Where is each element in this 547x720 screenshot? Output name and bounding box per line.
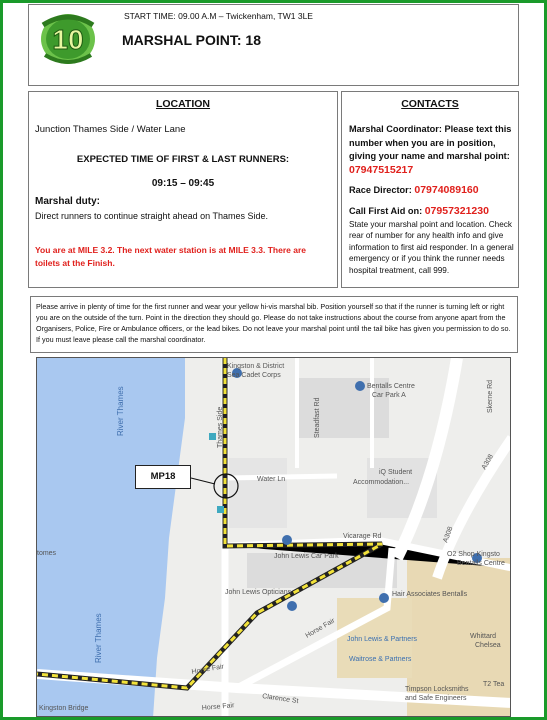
marshal-duty-text: Direct runners to continue straight ahead on Thames Side. [35,211,268,221]
jl-opticians-label: John Lewis Opticians [225,589,292,596]
river-thames-label: River Thames [116,386,125,436]
expected-times: 09:15 – 09:45 [151,178,215,189]
shop-icon [287,601,297,611]
river-thames-label-2: River Thames [94,613,103,663]
coordinator-phone[interactable]: 07947515217 [349,163,414,176]
bentalls-label-2: Car Park A [372,392,406,399]
coordinator-contact [349,123,515,177]
parking-icon [282,535,292,545]
director-contact [349,184,515,198]
transit-icon [209,433,216,440]
first-aid-contact [349,205,515,276]
steadfast-road-label: Steadfast Rd [314,397,321,438]
a308-label: A308 [480,453,495,471]
start-time: START TIME: 09.00 A.M – Twickenham, TW1 3LE [124,11,313,21]
water-lane-label: Water Ln [257,476,286,483]
instructions-box: Please arrive in plenty of time for the first runner and wear your yellow hi-vis marshal bib. Position yourself so that if the runner is turning left or right you are on the outside of the turn. Point in the direction they should go. Please do not take instructions about the course from anyone apart from the Organisers, Police, Fire or Ambulance officers, or the lead bikes. Do not leave your marshal point until the tail bike has given you permission to do so. If you must leave please call the marshal coordinator. [30,296,518,353]
marshal-point-marker-label: MP18 [135,465,191,489]
sea-cadet-label-2: Sea Cadet Corps [227,372,281,379]
location-box [28,91,338,288]
sea-cadet-label: Kingston & District [227,363,285,370]
marshal-point-title: MARSHAL POINT: 18 [122,32,261,48]
transit-icon [217,506,224,513]
horse-fair-label-2: Horse Fair [191,663,225,676]
header-box [28,4,519,86]
horse-fair-label: Horse Fair [304,617,337,640]
hair-associates-label: Hair Associates Bentalls [392,591,468,598]
timpson-label: Timpson Locksmiths [405,686,469,693]
o2-label-2: Bentalls Centre [457,560,505,567]
marshal-duty-heading: Marshal duty: [35,196,101,207]
expected-times-heading: EXPECTED TIME OF FIRST & LAST RUNNERS: [76,154,290,165]
contacts-box [341,91,519,288]
director-label: Race Director: [349,185,415,195]
first-aid-text: State your marshal point and location. Check rear of number for any health info and give information to first aid responder. In a general emergency or if you think the runner needs hospital treatment, call 999. [349,219,514,275]
horse-fair-label-3: Horse Fair [201,702,235,712]
timpson-label-2: and Safe Engineers [405,695,467,702]
whittard-label-2: Chelsea [475,642,501,649]
bentalls-label: Bentalls Centre [367,383,415,390]
a308-label-2: A308 [442,525,455,544]
mile-info: You are at MILE 3.2. The next water station is at MILE 3.3. There are toilets at the Finish. [35,245,306,268]
t2-label: T2 Tea [483,681,505,688]
jl-partners-label: John Lewis & Partners [347,636,418,643]
tomes-label: tomes [37,550,57,557]
first-aid-label: Call First Aid on: [349,206,425,216]
iq-label: iQ Student [379,469,413,476]
coordinator-text: Marshal Coordinator: Please text this number when you are in position, giving your name and marshal point: [349,124,512,161]
whittard-label: Whittard [470,633,497,640]
clarence-street-label: Clarence St [261,693,299,706]
map-canvas [37,358,511,717]
o2-label: O2 Shop Kingsto [447,551,500,558]
location-address: Junction Thames Side / Water Lane [35,124,186,135]
waitrose-label: Waitrose & Partners [349,656,412,663]
thames-side-label: Thames Side [217,406,224,448]
shop-icon [355,381,365,391]
kingston-bridge-label: Kingston Bridge [39,705,89,712]
shop-icon [379,593,389,603]
vicarage-road-label: Vicarage Rd [343,533,382,540]
event-logo [35,7,101,69]
logo-number: 10 [52,24,84,55]
first-aid-phone[interactable]: 07957321230 [424,205,489,217]
contacts-heading: CONTACTS [401,98,459,110]
route-map [36,357,511,717]
director-phone[interactable]: 07974089160 [414,184,479,196]
location-heading: LOCATION [155,98,211,110]
skerne-road-label: Skerne Rd [487,379,494,413]
jl-car-park-label: John Lewis Car Park [274,553,339,560]
iq-label-2: Accommodation... [353,479,410,486]
